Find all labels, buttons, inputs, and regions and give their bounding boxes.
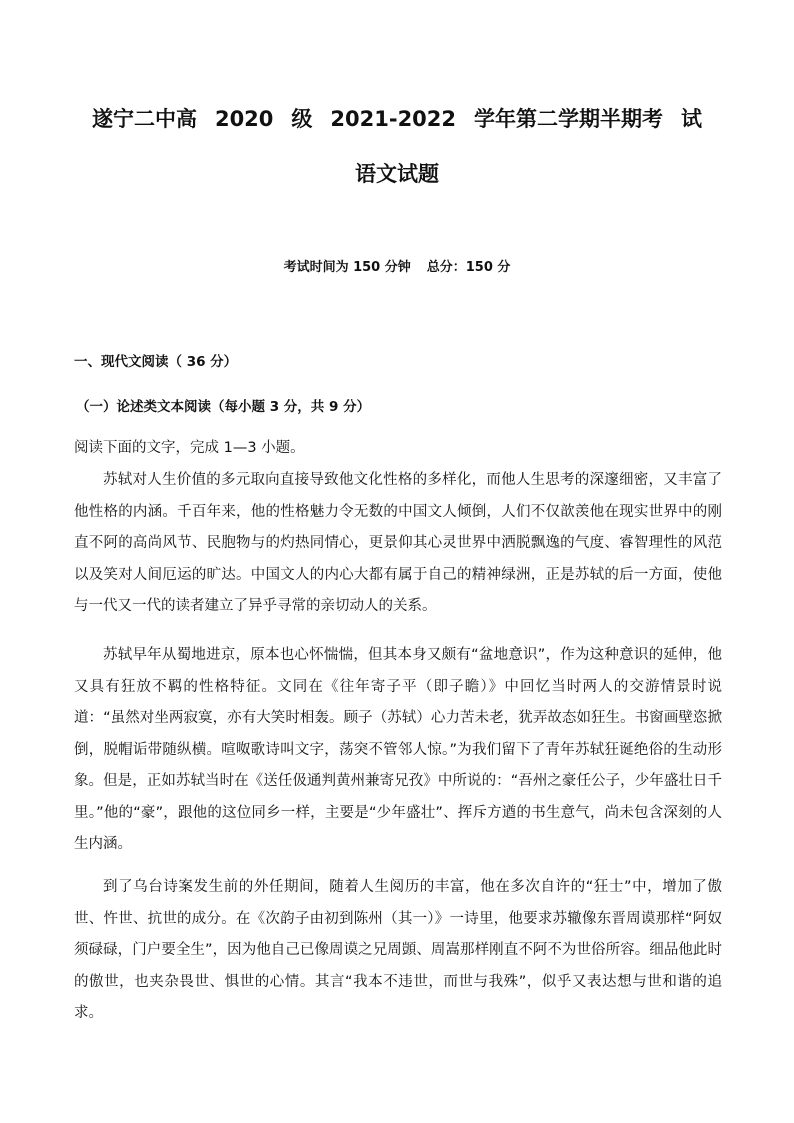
passage-paragraph-2: 苏轼早年从蜀地进京，原本也心怀惴惴，但其本身又颇有“盆地意识”，作为这种意识的延伸，他又具有狂放不羁的性格特征。文同在《往年寄子平（即子瞻）》中回忆当时两人的交游情景时说道：“虽然对坐两寂寞，亦有大笑时相轰。顾子（苏轼）心力苦未老，犹弄故态如狂生。书窗画壁恣掀倒，脱帽诟带随纵横。喧呶歌诗叫文字，荡突不管邻人惊。”为我们留下了青年苏轼狂诞绝俗的生动形象。但是，正如苏轼当时在《送任伋通判黄州兼寄兄孜》中所说的：“吾州之豪任公子，少年盛壮日千里。”他的“豪”，跟他的这位同乡一样，主要是“少年盛壮”、挥斥方遒的书生意气，尚未包含深刻的人生内涵。 [74,647,722,852]
section-heading: 一、现代文阅读（ 36 分） [74,354,238,370]
passage-paragraph-1: 苏轼对人生价值的多元取向直接导致他文化性格的多样化，而他人生思考的深邃细密，又丰富了他性格的内涵。千百年来，他的性格魅力令无数的中国文人倾倒，人们不仅歆羡他在现实世界中的刚直不阿的高尚风节、民胞物与的灼热同情心，更景仰其心灵世界中洒脱飘逸的气度、睿智理性的风范以及笑对人间厄运的旷达。中国文人的内心大都有属于自己的精神绿洲，正是苏轼的后一方面，使他与一代又一代的读者建立了异乎寻常的亲切动人的关系。 [74,472,722,614]
subsection-heading: （一）论述类文本阅读（每小题 3 分，共 9 分） [76,399,371,415]
exam-info [0,256,794,275]
title-school: 遂宁二中高 [91,107,197,131]
reading-instruction: 阅读下面的文字，完成 1—3 小题。 [74,440,305,456]
title-term: 学年第二学期半期考 [474,107,664,131]
exam-time: 考试时间为 150 分钟 [283,260,411,275]
exam-score: 总分：150 分 [426,260,511,275]
exam-title [0,103,794,133]
title-end: 试 [681,107,703,131]
title-grade: 2020 [214,107,274,131]
title-level: 级 [291,107,313,131]
exam-subtitle: 语文试题 [355,162,439,186]
passage-paragraph-3: 到了乌台诗案发生前的外任期间，随着人生阅历的丰富，他在多次自许的“狂士”中，增加了傲世、忤世、抗世的成分。在《次韵子由初到陈州（其一）》一诗里，他要求苏辙像东晋周谟那样“阿奴须碌碌，门户要全生”，因为他自己已像周谟之兄周顗、周嵩那样刚直不阿不为世俗所容。细品他此时的傲世，也夹杂畏世、惧世的心情。其言“我本不违世，而世与我殊”，似乎又表达想与世和谐的追求。 [74,879,722,1021]
title-years: 2021-2022 [330,107,457,131]
